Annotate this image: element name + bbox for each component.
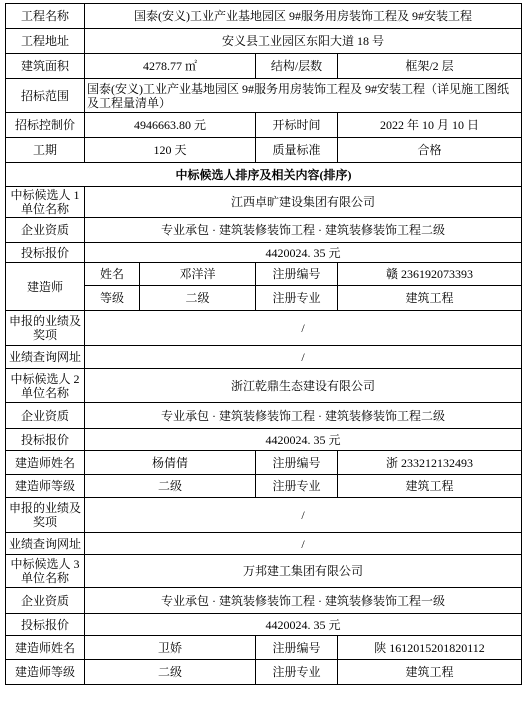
project-address-value: 安义县工业园区东阳大道 18 号 [85, 29, 522, 54]
candidate1-label: 中标候选人 1 单位名称 [6, 187, 85, 218]
start-time-value: 2022 年 10 月 10 日 [338, 113, 522, 138]
candidate3-builder-level-label: 建造师等级 [6, 660, 85, 685]
candidate3-company: 万邦建工集团有限公司 [85, 555, 522, 588]
candidate1-query-label: 业绩查询网址 [6, 346, 85, 369]
candidate2-label: 中标候选人 2 单位名称 [6, 369, 85, 403]
candidate3-builder-name-label: 建造师姓名 [6, 636, 85, 660]
candidate1-major-value: 建筑工程 [338, 286, 522, 311]
candidate2-major-label: 注册专业 [256, 475, 338, 498]
area-value: 4278.77 ㎡ [85, 54, 256, 79]
project-address-label: 工程地址 [6, 29, 85, 54]
candidate3-major-value: 建筑工程 [338, 660, 522, 685]
candidate1-company: 江西卓旷建设集团有限公司 [85, 187, 522, 218]
start-time-label: 开标时间 [256, 113, 338, 138]
candidate3-builder-name-value: 卫娇 [85, 636, 256, 660]
candidate1-name-value: 邓洋洋 [140, 263, 256, 286]
candidate2-builder-level-label: 建造师等级 [6, 475, 85, 498]
candidate1-qual-value: 专业承包 · 建筑装修装饰工程 · 建筑装修装饰工程二级 [85, 218, 522, 243]
duration-label: 工期 [6, 138, 85, 163]
candidate2-query-value: / [85, 533, 522, 555]
candidate2-bid-value: 4420024. 35 元 [85, 429, 522, 451]
area-label: 建筑面积 [6, 54, 85, 79]
duration-value: 120 天 [85, 138, 256, 163]
candidate2-qual-label: 企业资质 [6, 403, 85, 429]
control-price-label: 招标控制价 [6, 113, 85, 138]
candidate1-perf-label: 申报的业绩及奖项 [6, 311, 85, 346]
structure-value: 框架/2 层 [338, 54, 522, 79]
candidate1-name-label: 姓名 [85, 263, 140, 286]
project-name-label: 工程名称 [6, 4, 85, 29]
candidate2-perf-value: / [85, 498, 522, 533]
candidate2-major-value: 建筑工程 [338, 475, 522, 498]
candidate2-builder-name-label: 建造师姓名 [6, 451, 85, 475]
candidate1-reg-value: 赣 236192073393 [338, 263, 522, 286]
candidate2-company: 浙江乾鼎生态建设有限公司 [85, 369, 522, 403]
candidate2-qual-value: 专业承包 · 建筑装修装饰工程 · 建筑装修装饰工程二级 [85, 403, 522, 429]
candidate3-reg-value: 陕 1612015201820112 [338, 636, 522, 660]
candidate2-reg-value: 浙 233212132493 [338, 451, 522, 475]
candidate2-bid-label: 投标报价 [6, 429, 85, 451]
quality-label: 质量标准 [256, 138, 338, 163]
candidate1-qual-label: 企业资质 [6, 218, 85, 243]
candidate2-builder-name-value: 杨倩倩 [85, 451, 256, 475]
candidate1-query-value: / [85, 346, 522, 369]
bid-result-table [5, 3, 522, 685]
candidate1-reg-label: 注册编号 [256, 263, 338, 286]
project-name-value: 国泰(安义)工业产业基地园区 9#服务用房装饰工程及 9#安装工程 [85, 4, 522, 29]
candidate3-major-label: 注册专业 [256, 660, 338, 685]
scope-value: 国泰(安义)工业产业基地园区 9#服务用房装饰工程及 9#安装工程（详见施工图纸及工程量清单） [85, 79, 522, 113]
candidate3-qual-label: 企业资质 [6, 588, 85, 614]
candidate3-qual-value: 专业承包 · 建筑装修装饰工程 · 建筑装修装饰工程一级 [85, 588, 522, 614]
candidate1-major-label: 注册专业 [256, 286, 338, 311]
candidate3-bid-value: 4420024. 35 元 [85, 614, 522, 636]
candidate3-bid-label: 投标报价 [6, 614, 85, 636]
candidate1-bid-label: 投标报价 [6, 243, 85, 263]
candidate3-label: 中标候选人 3 单位名称 [6, 555, 85, 588]
candidate3-reg-label: 注册编号 [256, 636, 338, 660]
section-title: 中标候选人排序及相关内容(排序) [6, 163, 522, 187]
candidate2-perf-label: 申报的业绩及奖项 [6, 498, 85, 533]
control-price-value: 4946663.80 元 [85, 113, 256, 138]
candidate2-query-label: 业绩查询网址 [6, 533, 85, 555]
candidate1-level-label: 等级 [85, 286, 140, 311]
candidate1-builder-label: 建造师 [6, 263, 85, 311]
candidate1-bid-value: 4420024. 35 元 [85, 243, 522, 263]
candidate2-reg-label: 注册编号 [256, 451, 338, 475]
candidate1-level-value: 二级 [140, 286, 256, 311]
structure-label: 结构/层数 [256, 54, 338, 79]
scope-label: 招标范围 [6, 79, 85, 113]
quality-value: 合格 [338, 138, 522, 163]
candidate2-level-value: 二级 [85, 475, 256, 498]
candidate3-level-value: 二级 [85, 660, 256, 685]
candidate1-perf-value: / [85, 311, 522, 346]
